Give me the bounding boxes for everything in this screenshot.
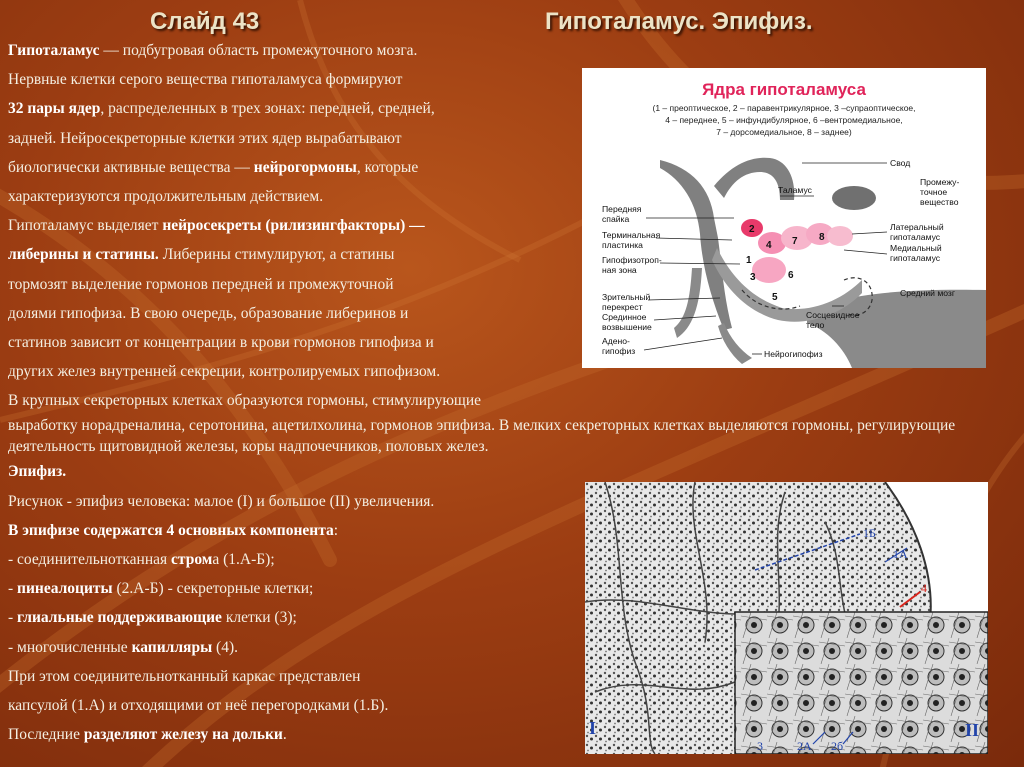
label-lat: гипоталамус <box>890 232 941 242</box>
list-item: - глиальные поддерживающие клетки (3); <box>8 609 297 627</box>
label-promezh: точное <box>920 187 948 197</box>
nucleus-label-6: 6 <box>788 270 794 281</box>
label-sosc: Сосцевидное <box>806 310 860 320</box>
label-1b: 1Б <box>863 526 876 540</box>
label-3: 3 <box>757 739 763 753</box>
label-promezh: Промежу- <box>920 177 960 187</box>
slide-title: Гипоталамус. Эпифиз. <box>545 8 813 35</box>
list-item: - многочисленные капилляры (4). <box>8 638 238 656</box>
text-line: В эпифизе содержатся 4 основных компонента: <box>8 521 339 539</box>
label-lat: Латеральный <box>890 222 944 232</box>
text-line: тормозят выделение гормонов передней и промежуточной <box>8 275 394 293</box>
label-promezh: вещество <box>920 197 959 207</box>
label-term: пластинка <box>602 240 643 250</box>
nucleus-label-7: 7 <box>792 236 798 247</box>
label-zrit: перекрест <box>602 302 643 312</box>
label-svod: Свод <box>890 158 911 168</box>
text-line: капсулой (1.А) и отходящими от неё перегородками (1.Б). <box>8 696 389 714</box>
slide-number: Слайд 43 <box>150 8 260 35</box>
label-spaika: спайка <box>602 214 630 224</box>
label-adeno: Адено- <box>602 336 630 346</box>
label-roman-1: I <box>589 718 597 738</box>
nucleus-label-8: 8 <box>819 232 825 243</box>
text-line: характеризуются продолжительным действием. <box>8 187 324 205</box>
label-gipofiz: Гипофизотроп- <box>602 255 662 265</box>
label-gipofiz: ная зона <box>602 265 637 275</box>
label-4: 4 <box>921 581 927 595</box>
text-line: Гипоталамус выделяет нейросекреты (рилизингфакторы) — <box>8 217 425 235</box>
nucleus-label-4: 4 <box>766 240 772 251</box>
figure-legend-line: (1 – преоптическое, 2 – паравентрикулярное, 3 –супраоптическое, <box>652 103 916 113</box>
label-1a: 1А <box>893 547 908 561</box>
figure-legend-line: 4 – переднее, 5 – инфундибулярное, 6 –вентромедиальное, <box>665 115 903 125</box>
label-zrit: Зрительный <box>602 292 651 302</box>
text-line: задней. Нейросекреторные клетки этих ядер вырабатывают <box>8 129 402 147</box>
text-line: В крупных секреторных клетках образуются гормоны, стимулирующие <box>8 392 482 410</box>
label-sosc: тело <box>806 320 825 330</box>
label-roman-2: II <box>965 720 980 740</box>
histology-drawing <box>585 482 988 754</box>
text-line: выработку норадреналина, серотонина, ацетилхолина, гормонов эпифиза. В мелких секреторных клетках выделяются гормоны, регулирующие деятельность щитовидной железы, коры надпочечников, половых желез. <box>8 417 956 456</box>
text-line: биологически активные вещества — нейрогормоны, которые <box>8 158 419 176</box>
text-line: Гипоталамус — подбугровая область промежуточного мозга. <box>8 42 418 59</box>
section-heading-epiphysis: Эпифиз. <box>8 463 67 481</box>
text-line: либерины и статины. Либерины стимулируют, а статины <box>8 246 395 264</box>
text-line: Нервные клетки серого вещества гипоталамуса формируют <box>8 71 403 89</box>
nucleus-label-5: 5 <box>772 292 778 303</box>
figure-legend-line: 7 – дорсомедиальное, 8 – заднее) <box>716 127 852 137</box>
hypothalamus-nuclei-figure <box>582 68 986 368</box>
label-neuro: Нейрогипофиз <box>764 349 823 359</box>
label-sredin: возвышение <box>602 322 652 332</box>
text-line: При этом соединительнотканный каркас представлен <box>8 667 361 685</box>
label-sredin: Срединное <box>602 312 647 322</box>
label-2a: 2А <box>797 739 812 753</box>
label-spaika: Передняя <box>602 204 642 214</box>
label-med: Медиальный <box>890 243 942 253</box>
label-adeno: гипофиз <box>602 346 636 356</box>
figure-heading: Ядра гипоталамуса <box>702 80 866 99</box>
nucleus-label-2: 2 <box>749 224 755 235</box>
text-line: Последние разделяют железу на дольки. <box>8 726 287 744</box>
text-line: статинов зависит от концентрации в крови гормонов гипофиза и <box>8 333 434 351</box>
list-item: - соединительнотканная строма (1.А-Б); <box>8 551 275 568</box>
epiphysis-histology-figure <box>585 482 988 754</box>
text-line: долями гипофиза. В свою очередь, образование либеринов и <box>8 304 409 322</box>
label-2b: 2б <box>831 739 844 753</box>
label-talamus: Таламус <box>778 185 812 195</box>
label-med: гипоталамус <box>890 253 941 263</box>
text-line: Рисунок - эпифиз человека: малое (I) и большое (II) увеличения. <box>8 492 435 510</box>
label-term: Терминальная <box>602 230 661 240</box>
label-sredmozg: Средний мозг <box>900 288 955 298</box>
nucleus-label-3: 3 <box>750 272 756 283</box>
list-item: - пинеалоциты (2.А-Б) - секреторные клетки; <box>8 580 314 598</box>
text-line: 32 пары ядер, распределенных в трех зонах: передней, средней, <box>8 100 435 118</box>
nucleus-label-1: 1 <box>746 255 752 266</box>
text-line: других желез внутренней секреции, контролируемых гипофизом. <box>8 363 441 381</box>
